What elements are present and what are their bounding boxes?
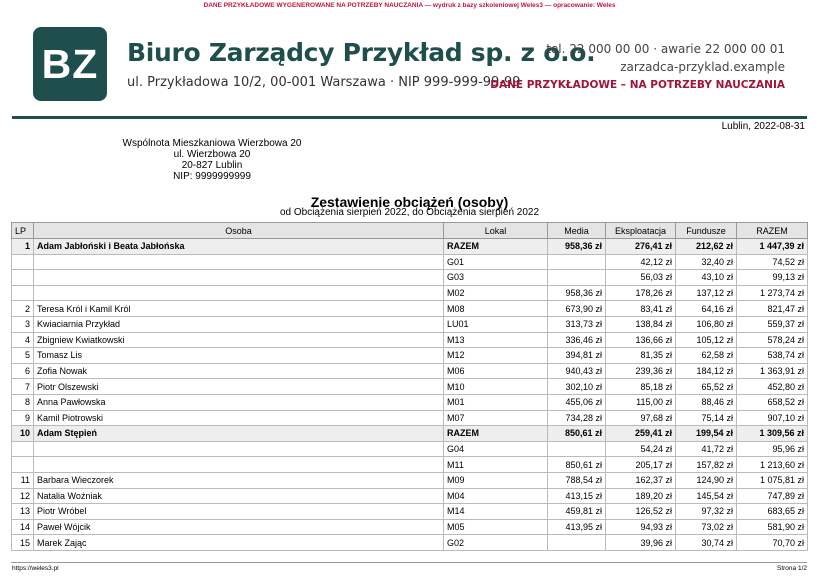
cell-lp: 1: [12, 239, 34, 255]
cell-funds: 30,74 zł: [676, 535, 737, 551]
table-row: [12, 301, 808, 317]
recipient-block: [90, 138, 334, 182]
cell-operation: 178,26 zł: [606, 285, 676, 301]
cell-funds: 73,02 zł: [676, 519, 737, 535]
cell-unit: M12: [444, 348, 548, 364]
table-group-row: [12, 239, 808, 255]
cell-total: 1 447,39 zł: [737, 239, 808, 255]
cell-funds: 212,62 zł: [676, 239, 737, 255]
cell-person: Teresa Król i Kamil Król: [34, 301, 444, 317]
cell-total: 74,52 zł: [737, 254, 808, 270]
col-header-media: Media: [548, 223, 606, 239]
cell-funds: 97,32 zł: [676, 504, 737, 520]
cell-lp: 15: [12, 535, 34, 551]
cell-media: [548, 254, 606, 270]
cell-lp: 7: [12, 379, 34, 395]
cell-operation: 115,00 zł: [606, 394, 676, 410]
table-row: [12, 332, 808, 348]
cell-lp: 14: [12, 519, 34, 535]
cell-funds: 62,58 zł: [676, 348, 737, 364]
company-name: Biuro Zarządcy Przykład sp. z o.o.: [127, 38, 596, 67]
cell-media: [548, 270, 606, 286]
cell-media: 459,81 zł: [548, 504, 606, 520]
cell-operation: 205,17 zł: [606, 457, 676, 473]
cell-operation: 56,03 zł: [606, 270, 676, 286]
table-row: [12, 285, 808, 301]
cell-total: 70,70 zł: [737, 535, 808, 551]
cell-unit: M01: [444, 394, 548, 410]
cell-operation: 136,66 zł: [606, 332, 676, 348]
cell-funds: 32,40 zł: [676, 254, 737, 270]
cell-operation: 39,96 zł: [606, 535, 676, 551]
header-divider: [12, 116, 807, 119]
footer-divider: [11, 562, 807, 563]
cell-person: Zofia Nowak: [34, 363, 444, 379]
cell-total: 1 213,60 zł: [737, 457, 808, 473]
cell-lp: [12, 457, 34, 473]
cell-person: Kamil Piotrowski: [34, 410, 444, 426]
cell-operation: 54,24 zł: [606, 441, 676, 457]
table-row: [12, 519, 808, 535]
cell-funds: 105,12 zł: [676, 332, 737, 348]
cell-funds: 124,90 zł: [676, 472, 737, 488]
cell-lp: 13: [12, 504, 34, 520]
cell-unit: M09: [444, 472, 548, 488]
cell-funds: 145,54 zł: [676, 488, 737, 504]
table-row: [12, 535, 808, 551]
col-header-fundusze: Fundusze: [676, 223, 737, 239]
cell-lp: 9: [12, 410, 34, 426]
cell-media: 850,61 zł: [548, 426, 606, 442]
charges-table: [11, 222, 808, 551]
cell-media: [548, 535, 606, 551]
cell-person: Kwiaciarnia Przykład: [34, 316, 444, 332]
cell-person: Piotr Wróbel: [34, 504, 444, 520]
cell-total: 1 075,81 zł: [737, 472, 808, 488]
cell-person: [34, 441, 444, 457]
cell-person: Adam Jabłoński i Beata Jabłońska: [34, 239, 444, 255]
cell-total: 747,89 zł: [737, 488, 808, 504]
cell-funds: 41,72 zł: [676, 441, 737, 457]
cell-operation: 138,84 zł: [606, 316, 676, 332]
table-row: [12, 348, 808, 364]
table-row: [12, 504, 808, 520]
cell-lp: 11: [12, 472, 34, 488]
table-row: [12, 472, 808, 488]
cell-funds: 137,12 zł: [676, 285, 737, 301]
cell-lp: 12: [12, 488, 34, 504]
cell-lp: 2: [12, 301, 34, 317]
cell-funds: 75,14 zł: [676, 410, 737, 426]
cell-media: 413,15 zł: [548, 488, 606, 504]
recipient-city: 20-827 Lublin: [181, 160, 243, 171]
cell-total: 452,80 zł: [737, 379, 808, 395]
table-row: [12, 316, 808, 332]
col-header-lokal: Lokal: [444, 223, 548, 239]
cell-lp: 6: [12, 363, 34, 379]
footer-url: https://weles3.pl: [12, 565, 59, 572]
cell-lp: 10: [12, 426, 34, 442]
cell-total: 538,74 zł: [737, 348, 808, 364]
recipient-name: Wspólnota Mieszkaniowa Wierzbowa 20: [122, 138, 302, 149]
table-row: [12, 394, 808, 410]
cell-person: [34, 457, 444, 473]
cell-media: 302,10 zł: [548, 379, 606, 395]
cell-total: 1 273,74 zł: [737, 285, 808, 301]
cell-person: Piotr Olszewski: [34, 379, 444, 395]
col-header-razem: RAZEM: [737, 223, 808, 239]
table-header-row: [12, 223, 808, 239]
cell-operation: 83,41 zł: [606, 301, 676, 317]
cell-lp: 3: [12, 316, 34, 332]
cell-operation: 276,41 zł: [606, 239, 676, 255]
cell-unit: G01: [444, 254, 548, 270]
cell-unit: G04: [444, 441, 548, 457]
cell-unit: M14: [444, 504, 548, 520]
cell-unit: M02: [444, 285, 548, 301]
cell-person: Paweł Wójcik: [34, 519, 444, 535]
cell-total: 658,52 zł: [737, 394, 808, 410]
cell-operation: 81,35 zł: [606, 348, 676, 364]
cell-total: 559,37 zł: [737, 316, 808, 332]
table-row: [12, 410, 808, 426]
cell-person: Natalia Woźniak: [34, 488, 444, 504]
cell-total: 581,90 zł: [737, 519, 808, 535]
cell-media: 455,06 zł: [548, 394, 606, 410]
cell-unit: M11: [444, 457, 548, 473]
cell-funds: 88,46 zł: [676, 394, 737, 410]
cell-unit: M10: [444, 379, 548, 395]
cell-person: Adam Stępień: [34, 426, 444, 442]
col-header-osoba: Osoba: [34, 223, 444, 239]
cell-media: 336,46 zł: [548, 332, 606, 348]
cell-lp: [12, 270, 34, 286]
company-site: zarzadca-przyklad.example: [620, 60, 785, 74]
table-row: [12, 441, 808, 457]
cell-person: Zbigniew Kwiatkowski: [34, 332, 444, 348]
top-note: DANE PRZYKŁADOWE WYGENEROWANE NA POTRZEBY NAUCZANIA — wydruk z bazy szkoleniowej Weles3 — opracowanie: Weles: [203, 2, 616, 9]
col-header-lp: LP: [12, 223, 34, 239]
recipient-nip: NIP: 9999999999: [173, 171, 251, 182]
cell-funds: 106,80 zł: [676, 316, 737, 332]
table-row: [12, 457, 808, 473]
table-group-row: [12, 426, 808, 442]
cell-person: Anna Pawłowska: [34, 394, 444, 410]
cell-unit: M06: [444, 363, 548, 379]
cell-lp: 4: [12, 332, 34, 348]
cell-media: 940,43 zł: [548, 363, 606, 379]
cell-media: [548, 441, 606, 457]
cell-media: 413,95 zł: [548, 519, 606, 535]
cell-media: 394,81 zł: [548, 348, 606, 364]
cell-media: 788,54 zł: [548, 472, 606, 488]
cell-media: 958,36 zł: [548, 239, 606, 255]
company-contact: [490, 40, 785, 94]
cell-person: [34, 285, 444, 301]
cell-total: 907,10 zł: [737, 410, 808, 426]
table-row: [12, 488, 808, 504]
cell-lp: [12, 254, 34, 270]
table-row: [12, 379, 808, 395]
cell-lp: 8: [12, 394, 34, 410]
cell-media: 734,28 zł: [548, 410, 606, 426]
cell-person: Tomasz Lis: [34, 348, 444, 364]
table-row: [12, 363, 808, 379]
cell-unit: M07: [444, 410, 548, 426]
company-address: ul. Przykładowa 10/2, 00-001 Warszawa · NIP 999-999-99-99: [127, 75, 521, 90]
cell-total: 683,65 zł: [737, 504, 808, 520]
report-title: Zestawienie obciążeń (osoby): [310, 194, 509, 210]
cell-unit: M13: [444, 332, 548, 348]
report-subtitle: od Obciążenia sierpień 2022, do Obciążenia sierpień 2022: [279, 207, 540, 218]
cell-unit: G03: [444, 270, 548, 286]
cell-operation: 97,68 zł: [606, 410, 676, 426]
cell-lp: [12, 441, 34, 457]
cell-media: 673,90 zł: [548, 301, 606, 317]
cell-total: 99,13 zł: [737, 270, 808, 286]
cell-operation: 162,37 zł: [606, 472, 676, 488]
sample-data-note: DANE PRZYKŁADOWE – NA POTRZEBY NAUCZANIA: [490, 79, 785, 91]
cell-media: 850,61 zł: [548, 457, 606, 473]
cell-total: 1 309,56 zł: [737, 426, 808, 442]
cell-person: [34, 270, 444, 286]
cell-funds: 65,52 zł: [676, 379, 737, 395]
document-date: Lublin, 2022-08-31: [721, 121, 805, 132]
cell-total: 578,24 zł: [737, 332, 808, 348]
cell-person: Marek Zając: [34, 535, 444, 551]
cell-unit: M04: [444, 488, 548, 504]
cell-person: [34, 254, 444, 270]
cell-unit: M05: [444, 519, 548, 535]
cell-operation: 85,18 zł: [606, 379, 676, 395]
cell-total: 1 363,91 zł: [737, 363, 808, 379]
company-logo: BZ: [33, 27, 107, 101]
table-row: [12, 254, 808, 270]
cell-operation: 42,12 zł: [606, 254, 676, 270]
cell-lp: 5: [12, 348, 34, 364]
cell-funds: 184,12 zł: [676, 363, 737, 379]
cell-operation: 94,93 zł: [606, 519, 676, 535]
footer-page-number: Strona 1/2: [777, 565, 807, 572]
cell-total: 95,96 zł: [737, 441, 808, 457]
cell-lp: [12, 285, 34, 301]
cell-unit: LU01: [444, 316, 548, 332]
recipient-street: ul. Wierzbowa 20: [173, 149, 251, 160]
col-header-eksploatacja: Eksploatacja: [606, 223, 676, 239]
cell-person: Barbara Wieczorek: [34, 472, 444, 488]
company-phone: tel. 22 000 00 00 · awarie 22 000 00 01: [546, 42, 785, 56]
table-row: [12, 270, 808, 286]
cell-media: 958,36 zł: [548, 285, 606, 301]
cell-funds: 43,10 zł: [676, 270, 737, 286]
cell-operation: 126,52 zł: [606, 504, 676, 520]
cell-funds: 157,82 zł: [676, 457, 737, 473]
cell-funds: 199,54 zł: [676, 426, 737, 442]
cell-funds: 64,16 zł: [676, 301, 737, 317]
cell-unit: G02: [444, 535, 548, 551]
cell-media: 313,73 zł: [548, 316, 606, 332]
cell-unit: RAZEM: [444, 426, 548, 442]
cell-unit: M08: [444, 301, 548, 317]
cell-unit: RAZEM: [444, 239, 548, 255]
cell-total: 821,47 zł: [737, 301, 808, 317]
cell-operation: 239,36 zł: [606, 363, 676, 379]
cell-operation: 189,20 zł: [606, 488, 676, 504]
cell-operation: 259,41 zł: [606, 426, 676, 442]
